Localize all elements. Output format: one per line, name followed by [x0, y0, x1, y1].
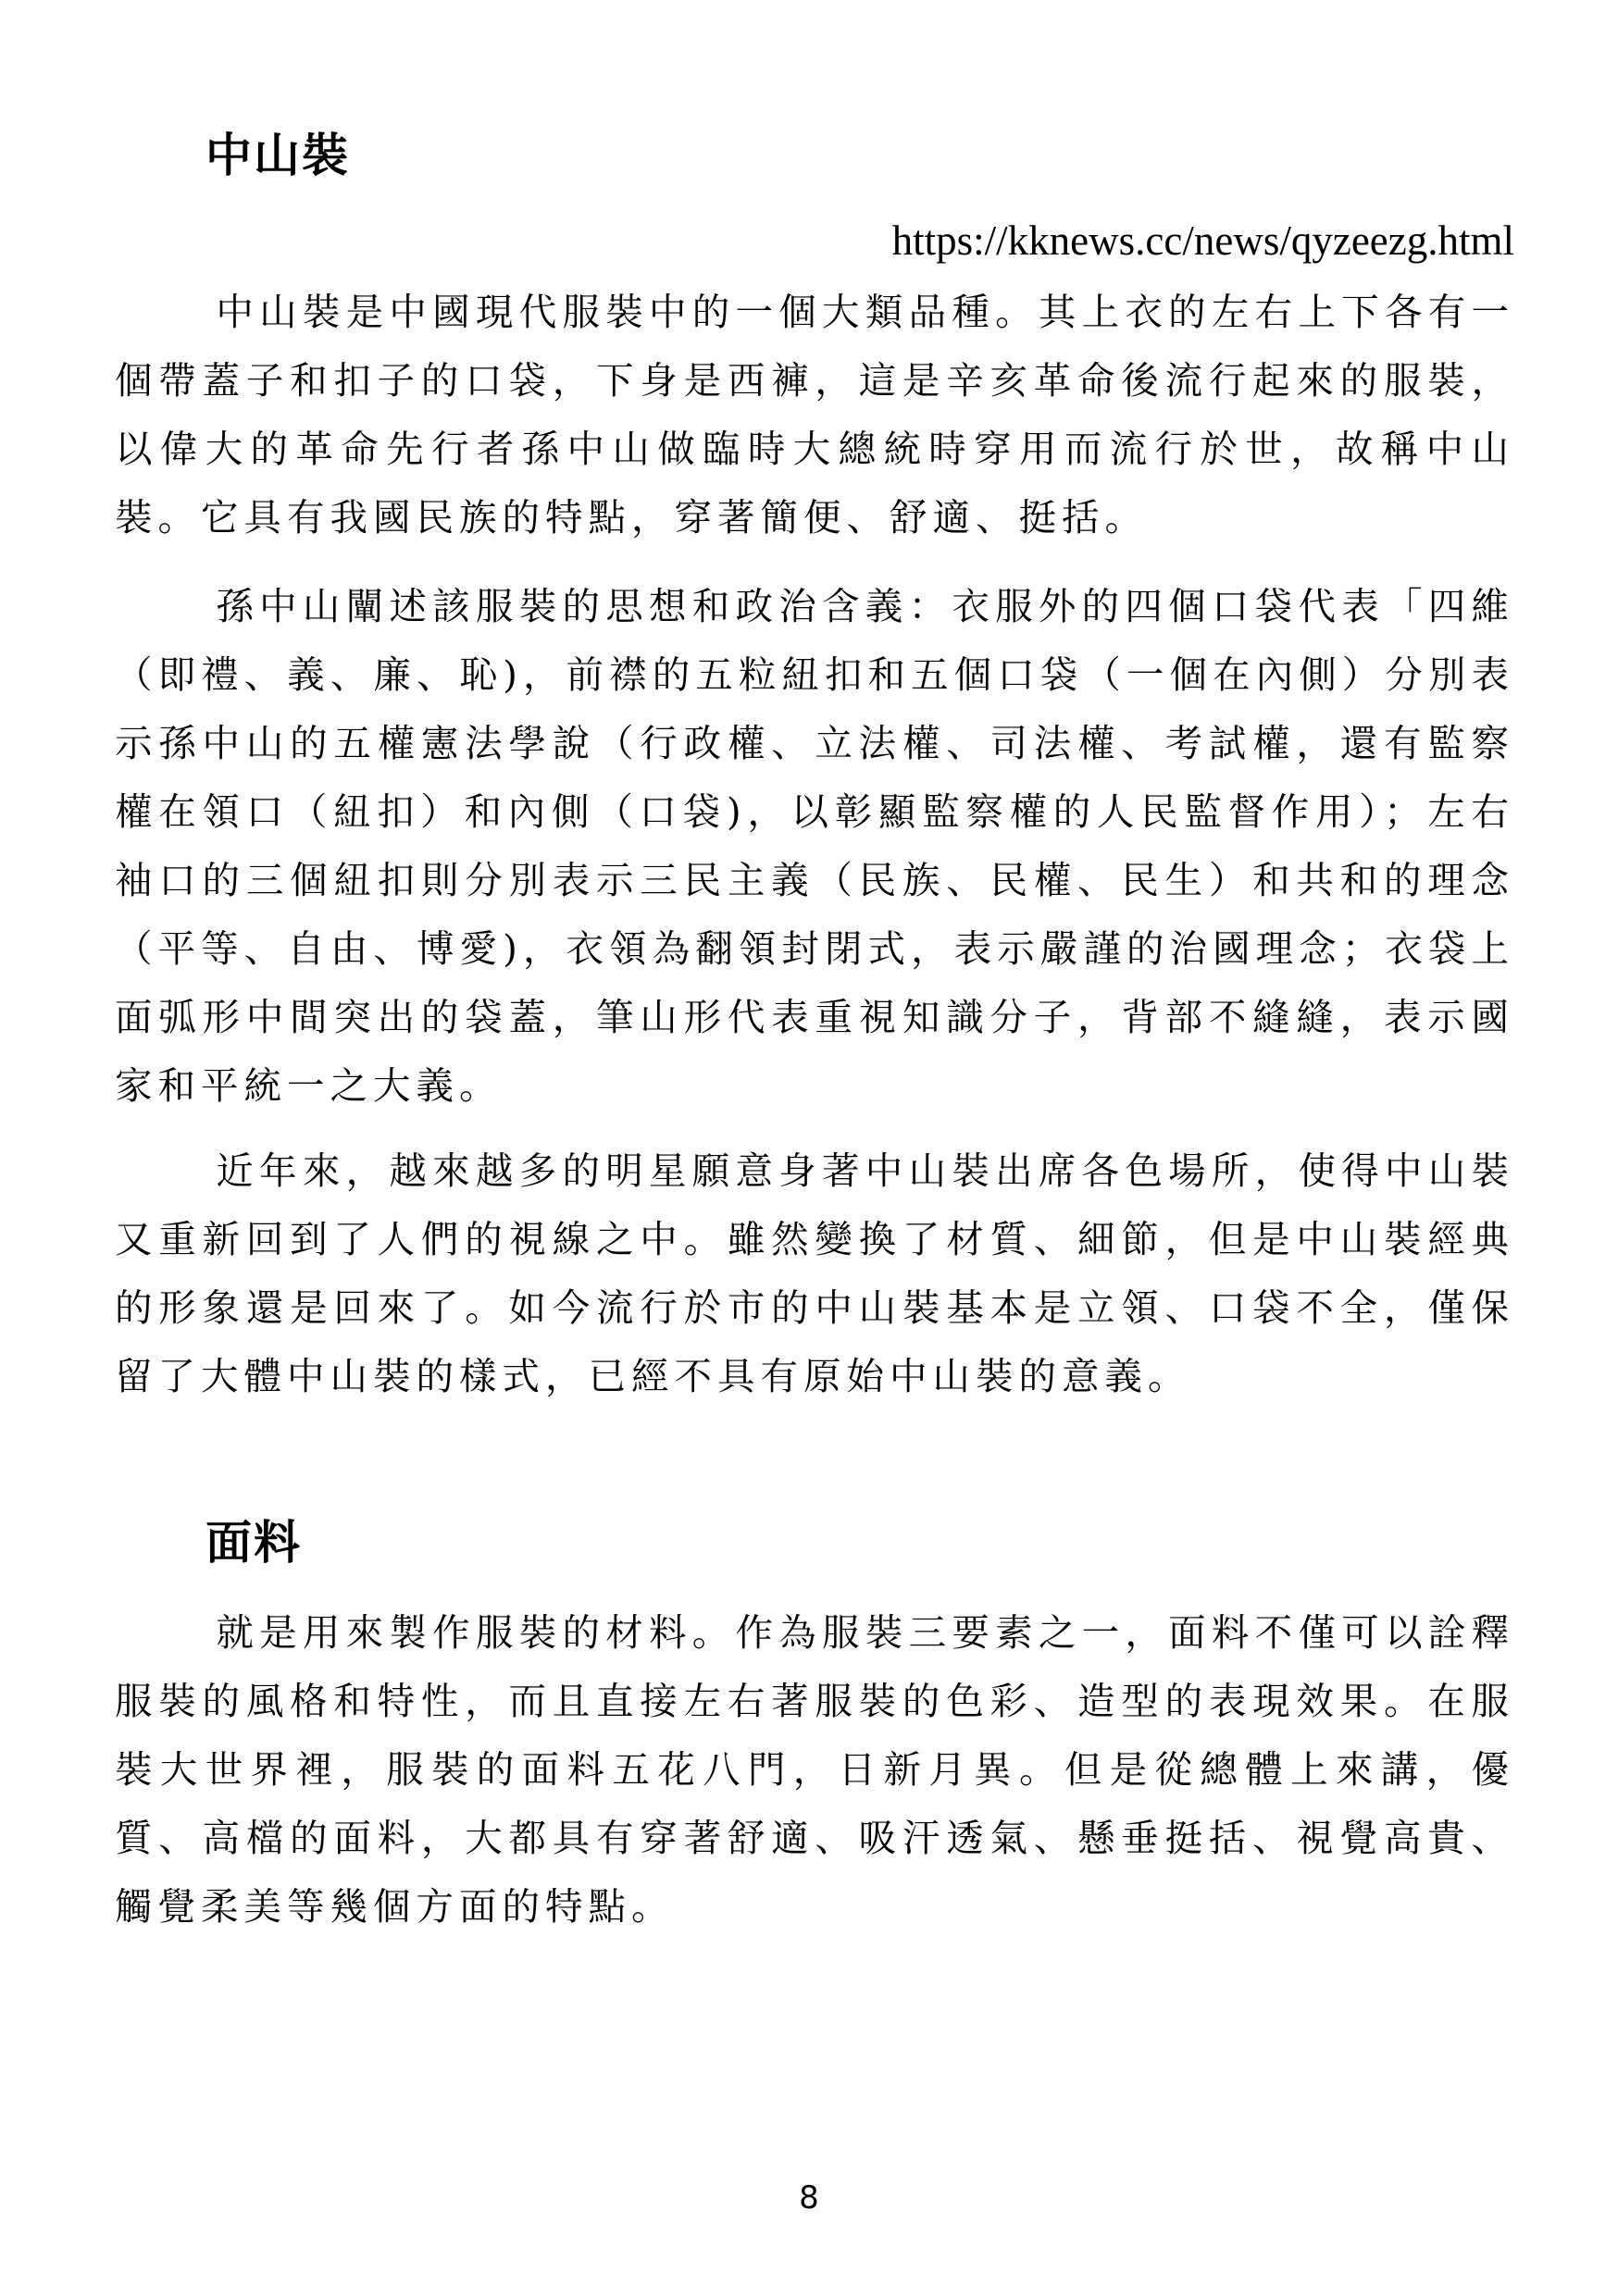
paragraph-symbolism: 孫中山闡述該服裝的思想和政治含義：衣服外的四個口袋代表「四維（即禮、義、廉、恥)，前襟的五粒紐扣和五個口袋（一個在內側）分別表示孫中山的五權憲法學說（行政權、立法權、司法權、考試權，還有監察權在領口（紐扣）和內側（口袋)，以彰顯監察權的人民監督作用）；左右袖口的三個紐扣則分別表示三民主義（民族、民權、民生）和共和的理念（平等、自由、博愛)，衣領為翻領封閉式，表示嚴謹的治國理念；衣袋上面弧形中間突出的袋蓋，筆山形代表重視知識分子，背部不縫縫，表示國家和平統一之大義。	[115, 584, 1514, 1108]
paragraph-modern-trend: 近年來，越來越多的明星願意身著中山裝出席各色場所，使得中山裝又重新回到了人們的視線之中。雖然變換了材質、細節，但是中山裝經典的形象還是回來了。如今流行於市的中山裝基本是立領、口袋不全，僅保留了大體中山裝的樣式，已經不具有原始中山裝的意義。	[115, 1148, 1514, 1398]
section-title-zhongshan-suit: 中山裝	[205, 129, 350, 182]
source-url: https://kknews.cc/news/qyzeezg.html	[891, 217, 1514, 264]
section-title-fabric: 面料	[205, 1516, 302, 1570]
paragraph-intro: 中山裝是中國現代服裝中的一個大類品種。其上衣的左右上下各有一個帶蓋子和扣子的口袋，下身是西褲，這是辛亥革命後流行起來的服裝，以偉大的革命先行者孫中山做臨時大總統時穿用而流行於世，故稱中山裝。它具有我國民族的特點，穿著簡便、舒適、挺括。	[115, 290, 1514, 540]
paragraph-fabric: 就是用來製作服裝的材料。作為服裝三要素之一，面料不僅可以詮釋服裝的風格和特性，而且直接左右著服裝的色彩、造型的表現效果。在服裝大世界裡，服裝的面料五花八門，日新月異。但是從總體上來講，優質、高檔的面料，大都具有穿著舒適、吸汗透氣、懸垂挺括、視覺高貴、觸覺柔美等幾個方面的特點。	[115, 1610, 1514, 1929]
page-number: 8	[799, 2179, 819, 2216]
